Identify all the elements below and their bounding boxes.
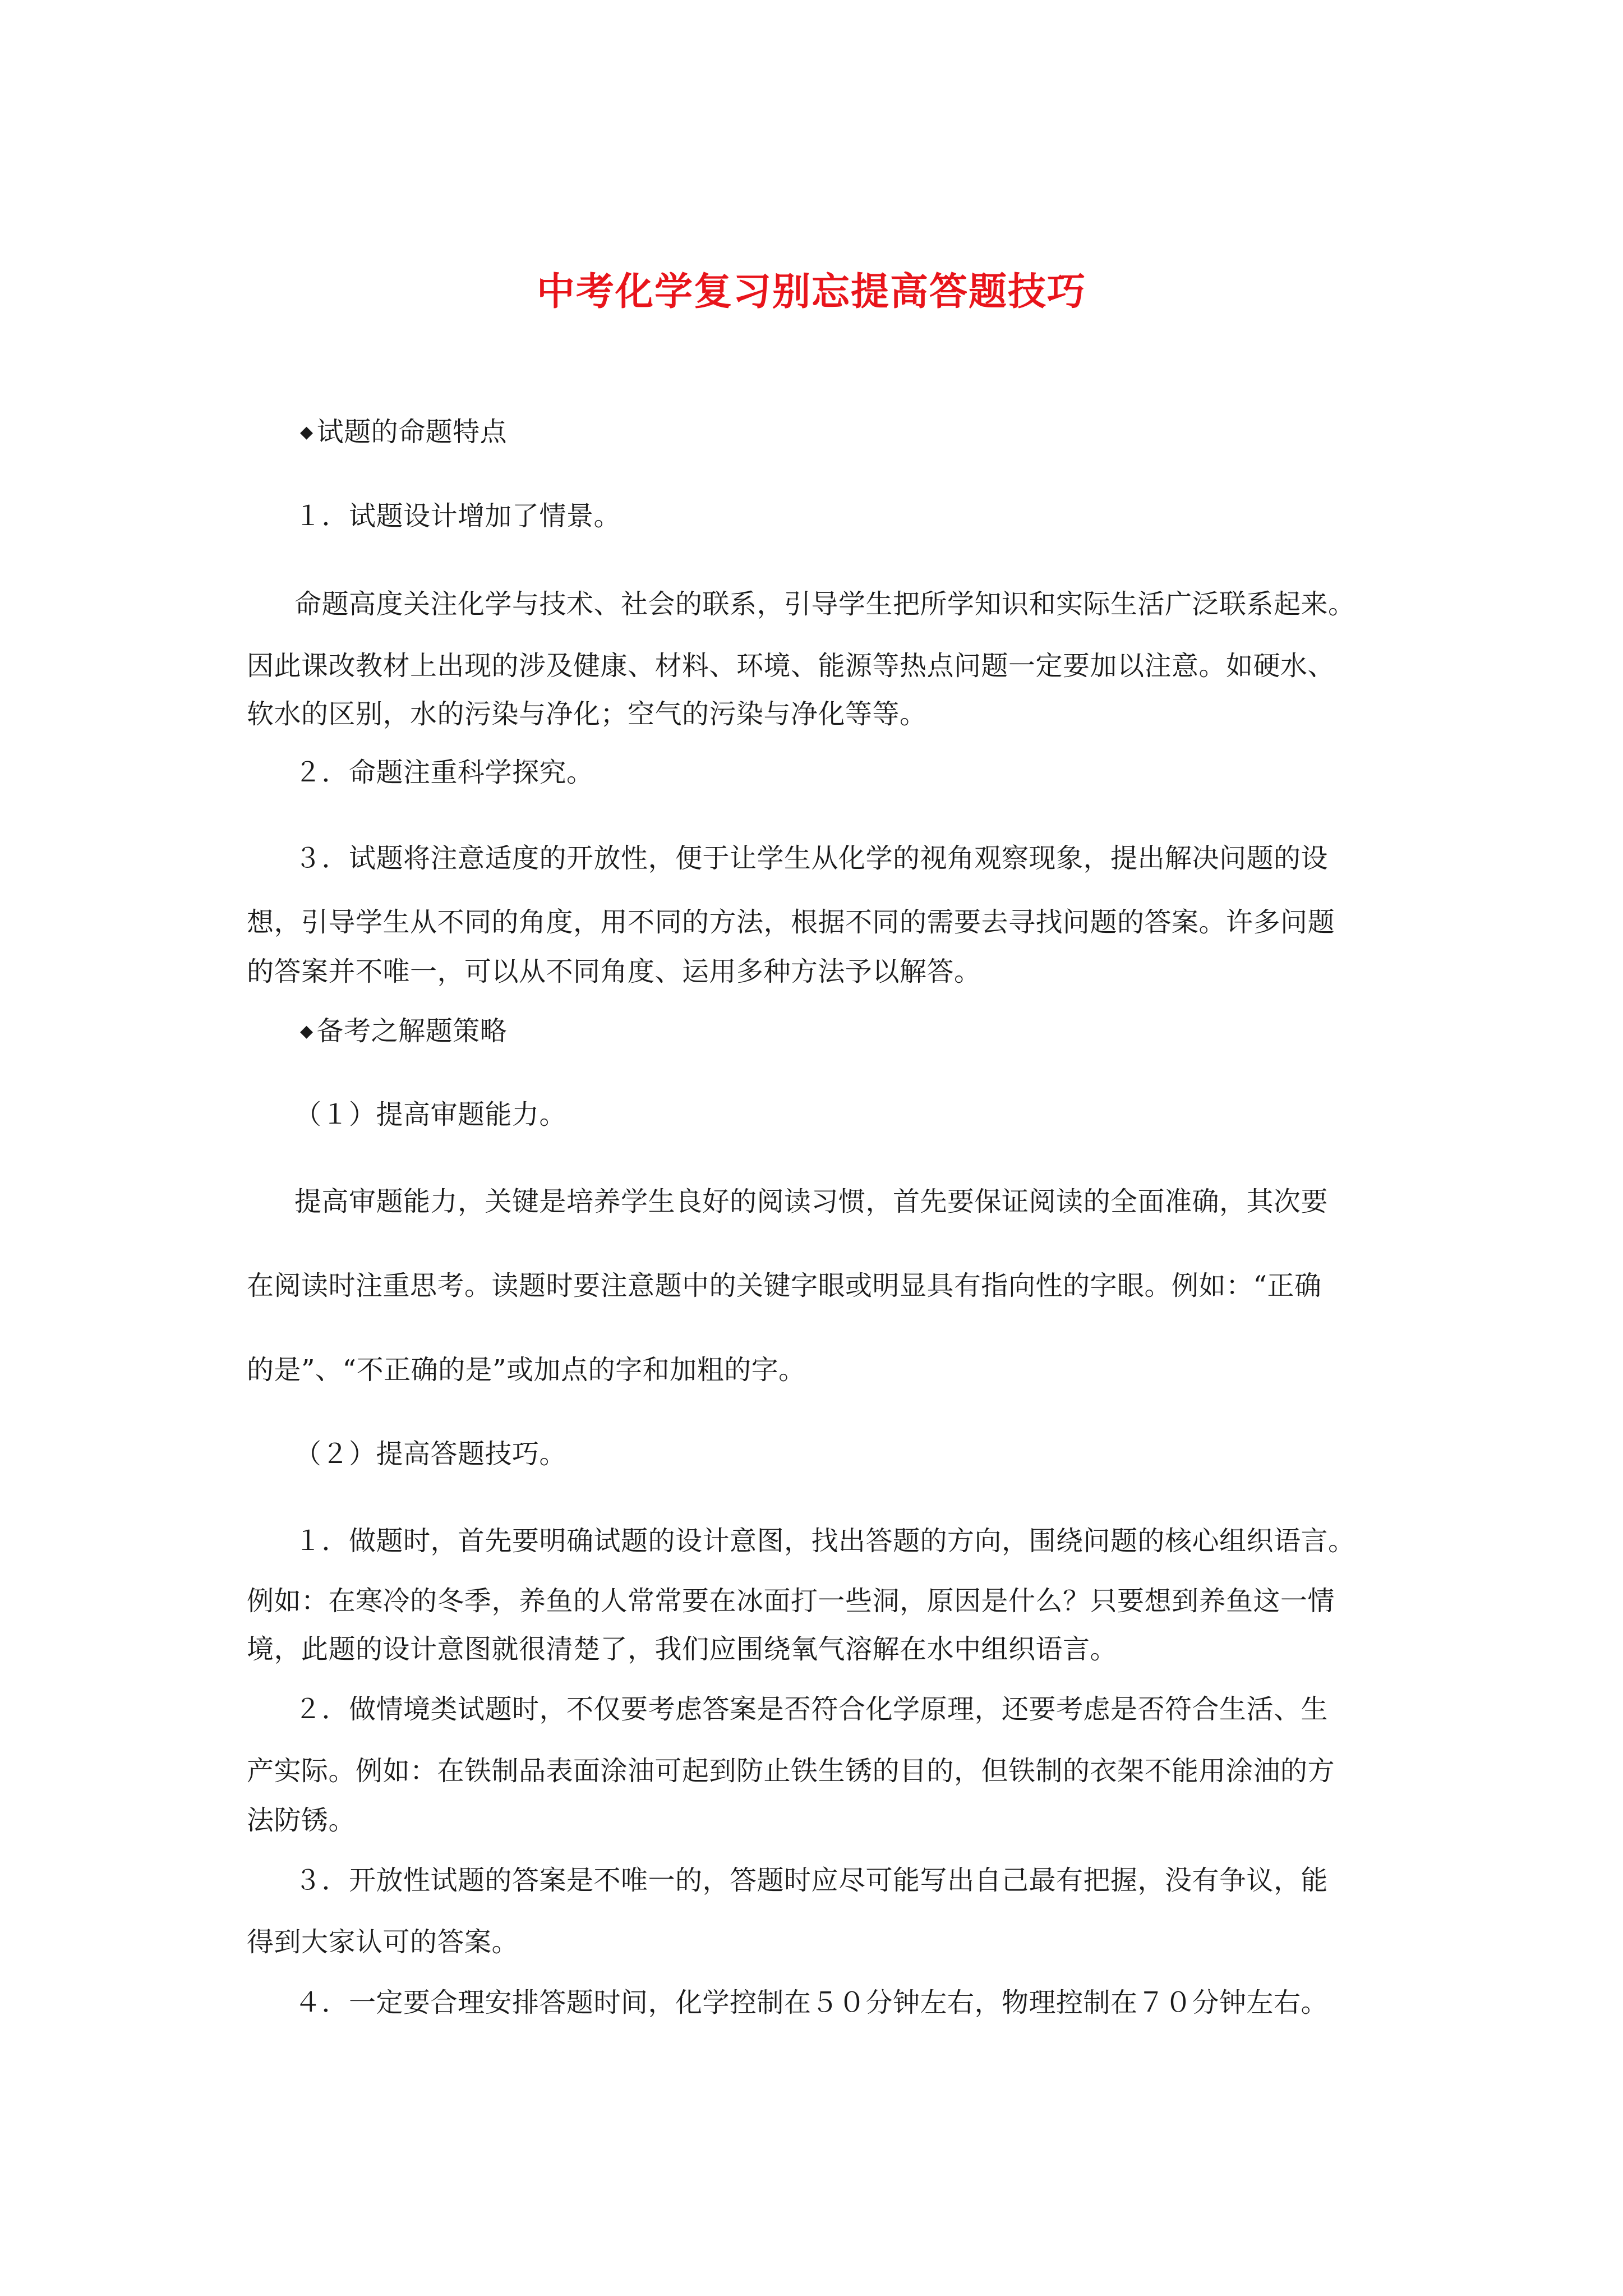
paragraph-line: 得到大家认可的答案。 bbox=[247, 1926, 519, 1958]
paragraph-line: ３．试题将注意适度的开放性，便于让学生从化学的视角观察现象，提出解决问题的设 bbox=[294, 843, 1329, 874]
paragraph-line: 产实际。例如：在铁制品表面涂油可起到防止铁生锈的目的，但铁制的衣架不能用涂油的方 bbox=[247, 1755, 1335, 1787]
paragraph-line: ２．命题注重科学探究。 bbox=[294, 757, 594, 788]
paragraph-line: 法防锈。 bbox=[247, 1805, 356, 1836]
paragraph-line: （１）提高审题能力。 bbox=[294, 1099, 567, 1130]
paragraph-line: 例如：在寒冷的冬季，养鱼的人常常要在冰面打一些洞，原因是什么？只要想到养鱼这一情 bbox=[247, 1585, 1335, 1617]
paragraph-line: ４．一定要合理安排答题时间，化学控制在５０分钟左右，物理控制在７０分钟左右。 bbox=[294, 1987, 1329, 2018]
paragraph-line: 因此课改教材上出现的涉及健康、材料、环境、能源等热点问题一定要加以注意。如硬水、 bbox=[247, 650, 1335, 682]
paragraph-line: 软水的区别，水的污染与净化；空气的污染与净化等等。 bbox=[247, 698, 927, 730]
paragraph-line: ３．开放性试题的答案是不唯一的，答题时应尽可能写出自己最有把握，没有争议，能 bbox=[294, 1865, 1329, 1896]
paragraph-line: 提高审题能力，关键是培养学生良好的阅读习惯，首先要保证阅读的全面准确，其次要 bbox=[294, 1186, 1329, 1217]
paragraph-line: 的答案并不唯一，可以从不同角度、运用多种方法予以解答。 bbox=[247, 956, 981, 987]
document-title: 中考化学复习别忘提高答题技巧 bbox=[536, 269, 1086, 314]
section-heading: ◆ 试题的命题特点 bbox=[300, 414, 1450, 450]
paragraph-line: １．做题时，首先要明确试题的设计意图，找出答题的方向，围绕问题的核心组织语言。 bbox=[294, 1525, 1355, 1557]
diamond-bullet-icon: ◆ bbox=[300, 1022, 313, 1041]
paragraph-line: １．试题设计增加了情景。 bbox=[294, 500, 621, 532]
paragraph-line: 想，引导学生从不同的角度，用不同的方法，根据不同的需要去寻找问题的答案。许多问题 bbox=[247, 907, 1335, 938]
paragraph-line: 命题高度关注化学与技术、社会的联系，引导学生把所学知识和实际生活广泛联系起来。 bbox=[294, 588, 1355, 620]
paragraph-line: ２．做情境类试题时，不仅要考虑答案是否符合化学原理，还要考虑是否符合生活、生 bbox=[294, 1694, 1329, 1725]
paragraph-line: 在阅读时注重思考。读题时要注意题中的关键字眼或明显具有指向性的字眼。例如：“正确 bbox=[247, 1270, 1322, 1301]
section-heading: ◆ 备考之解题策略 bbox=[300, 1013, 1450, 1050]
paragraph-line: 境，此题的设计意图就很清楚了，我们应围绕氧气溶解在水中组织语言。 bbox=[247, 1634, 1118, 1665]
paragraph-line: （２）提高答题技巧。 bbox=[294, 1438, 567, 1470]
diamond-bullet-icon: ◆ bbox=[300, 422, 313, 442]
paragraph-line: 的是”、“不正确的是”或加点的字和加粗的字。 bbox=[247, 1354, 806, 1386]
